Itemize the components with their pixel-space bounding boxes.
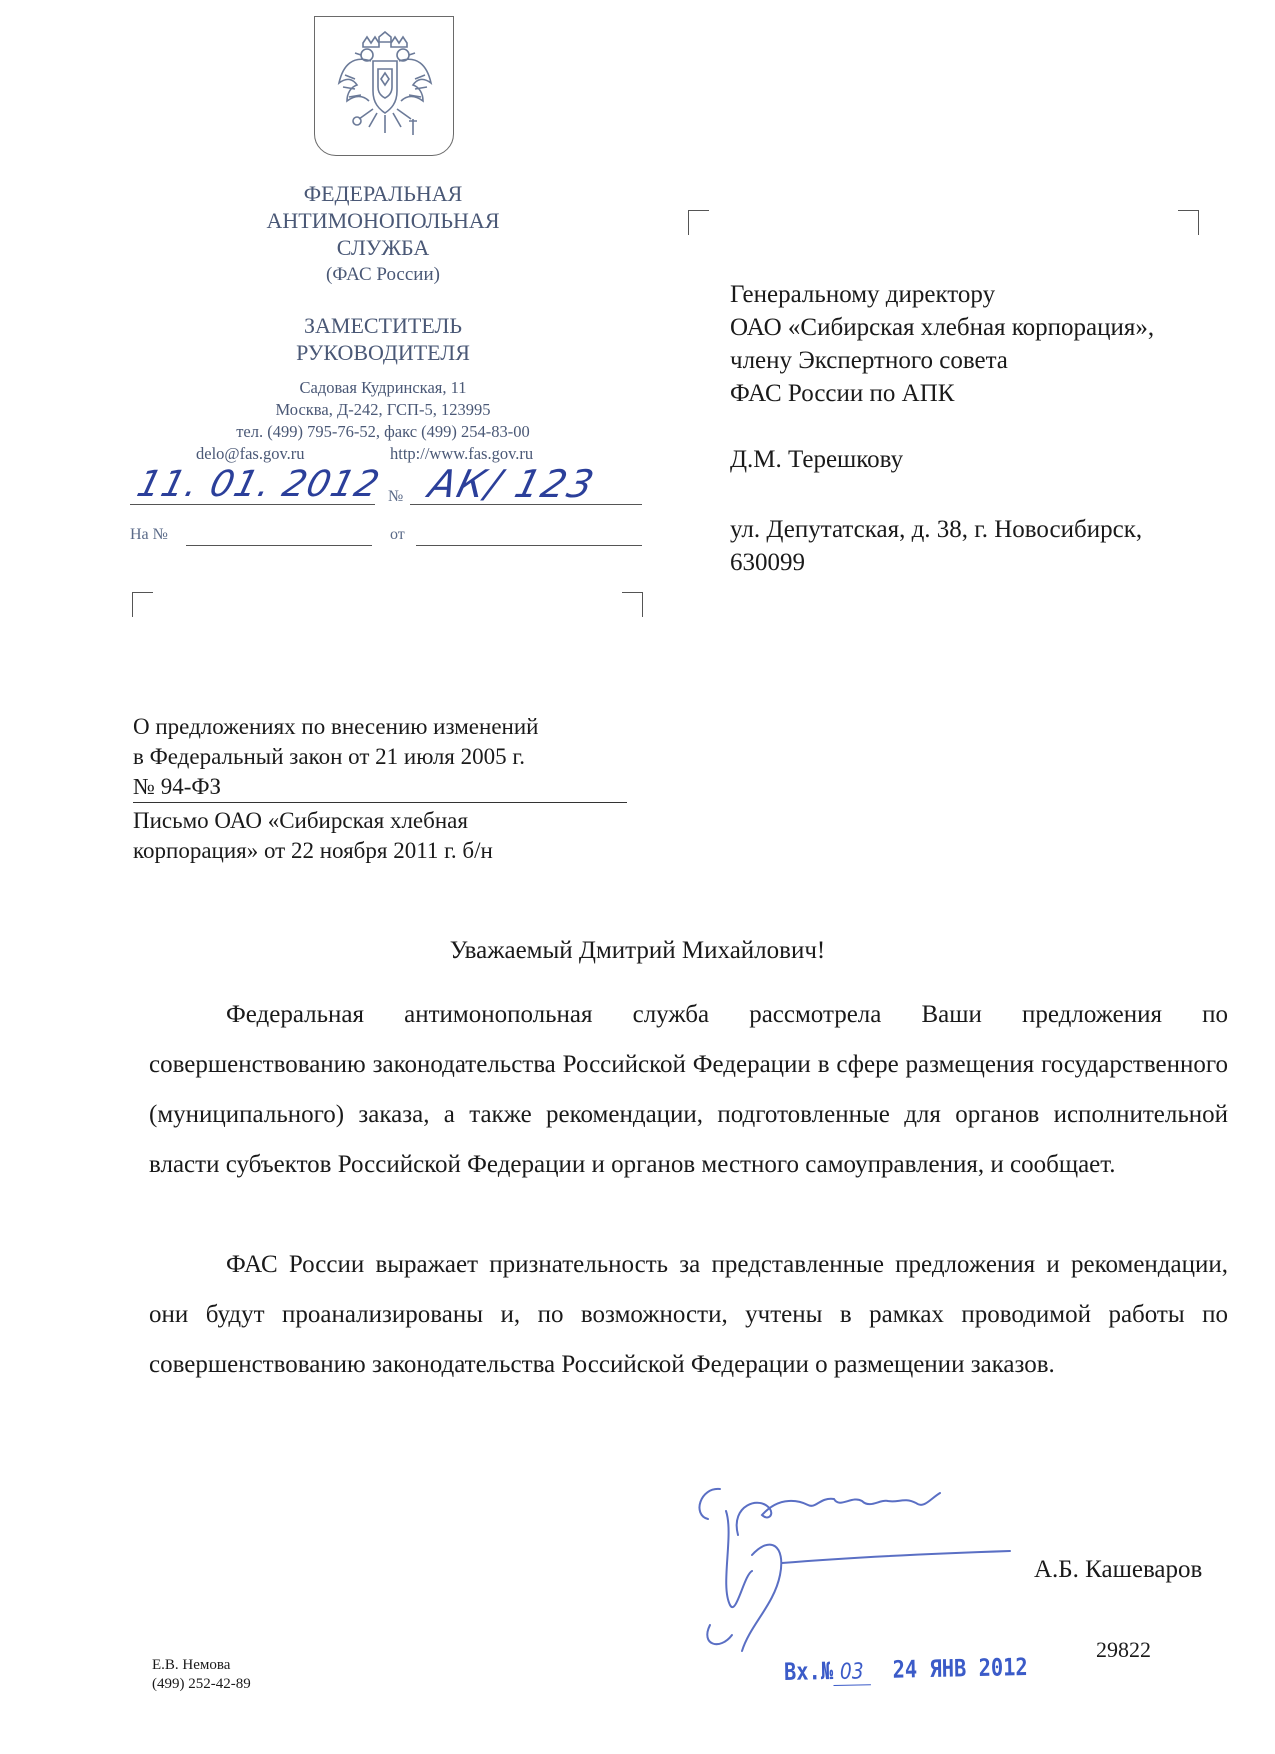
letterhead-org-line2: АНТИМОНОПОЛЬНАЯ [266,208,500,233]
recipient-name: Д.М. Терешкову [730,446,904,473]
executor-name: Е.В. Немова [152,1657,231,1673]
recipient-line2: ОАО «Сибирская хлебная корпорация», [730,314,1155,341]
left-block-corner-tl [132,592,153,617]
letterhead-phone-fax: тел. (499) 795-76-52, факс (499) 254-83-00 [236,422,530,441]
outgoing-number: АК/ 123 [424,462,600,506]
letterhead-org-line1: ФЕДЕРАЛЬНАЯ [303,181,463,206]
recipient-address-line1: ул. Депутатская, д. 38, г. Новосибирск, [730,516,1143,543]
letterhead-email: delo@fas.gov.ru [196,444,305,463]
reference-number-line [186,545,372,546]
reference-number-label: На № [130,526,168,543]
recipient-address-line2: 630099 [730,549,805,576]
recipient-line3: члену Экспертного совета [730,347,1008,374]
stamp-label: Вх.№ [783,1656,834,1686]
incoming-registration-stamp [784,1653,1028,1686]
letterhead-position-line2: РУКОВОДИТЕЛЯ [296,340,470,365]
reference-date-line [416,545,642,546]
date-underline [130,504,375,505]
signature-scribble-icon [690,1475,1040,1665]
reference-date-label: от [390,526,405,543]
signer-name: А.Б. Кашеваров [1034,1556,1203,1583]
handwritten-signature [690,1475,1040,1665]
left-block-corner-tr [622,592,643,617]
letterhead-address-line2: Москва, Д-242, ГСП-5, 123995 [275,400,491,419]
letterhead-address-line1: Садовая Кудринская, 11 [299,378,467,397]
body-paragraph-2: ФАС России выражает признательность за представленные предложения и рекомендации, они будут проанализированы и, по возможности, учтены в рамках проводимой работы по совершенствованию законодательства Российской Федерации о размещении заказов. [149,1251,1228,1378]
subject-line4: Письмо ОАО «Сибирская хлебная [133,808,468,833]
subject-divider [133,802,627,803]
letterhead-position-line1: ЗАМЕСТИТЕЛЬ [303,313,463,338]
outgoing-date: 11. 01. 2012 [132,464,385,505]
stamp-date: 24 ЯНВ 2012 [892,1652,1028,1684]
executor-phone: (499) 252-42-89 [152,1676,251,1692]
subject-line3: № 94-ФЗ [133,774,222,799]
letterhead-org-short: (ФАС России) [326,264,440,285]
body-paragraph-1: Федеральная антимонопольная служба рассмотрела Ваши предложения по совершенствованию законодательства Российской Федерации в сфере размещения государственного (муниципального) заказа, а также рекомендации, подготовленные для органов исполнительной власти субъектов Российской Федерации и органов местного самоуправления, и сообщает. [149,1001,1228,1178]
emblem-frame [314,16,454,156]
address-block-corner-tl [688,210,709,235]
salutation: Уважаемый Дмитрий Михайлович! [449,937,826,964]
recipient-line4: ФАС России по АПК [730,380,955,407]
subject-line1: О предложениях по внесению изменений [133,714,539,739]
double-headed-eagle-emblem-icon [333,31,437,143]
letterhead-org-line3: СЛУЖБА [336,235,430,260]
address-block-corner-tr [1178,210,1199,235]
document-code: 29822 [1096,1637,1151,1662]
subject-line5: корпорация» от 22 ноября 2011 г. б/н [133,838,493,863]
outgoing-number-label: № [388,488,404,505]
subject-line2: в Федеральный закон от 21 июля 2005 г. [133,744,525,769]
number-underline [410,504,642,505]
stamp-number: 03 [833,1659,871,1686]
letterhead-website: http://www.fas.gov.ru [390,444,534,463]
recipient-line1: Генеральному директору [730,281,996,308]
